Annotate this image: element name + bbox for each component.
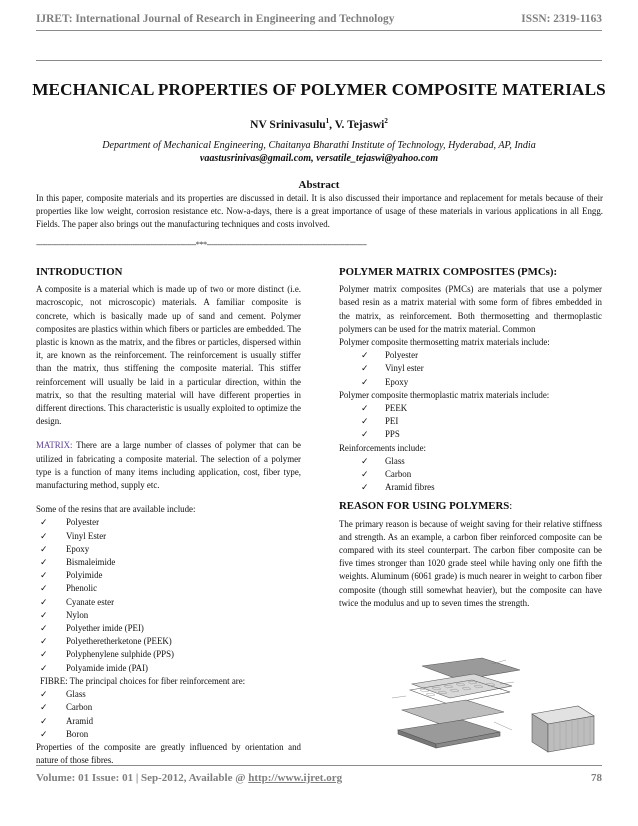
check-icon: ✓ — [40, 623, 48, 634]
check-icon: ✓ — [40, 570, 48, 581]
list-item: ✓ Polyetheretherketone (PEEK) — [36, 635, 301, 648]
list-item: ✓ Epoxy — [36, 543, 301, 556]
check-icon: ✓ — [361, 429, 369, 440]
list-item: ✓ Polyester — [339, 349, 602, 362]
list-item: ✓ Vinyl ester — [339, 362, 602, 375]
page-number: 78 — [591, 772, 602, 784]
abstract-heading: Abstract — [298, 179, 340, 191]
thermoset-list — [339, 349, 602, 389]
check-icon: ✓ — [361, 376, 369, 387]
matrix-paragraph — [36, 439, 301, 492]
list-item: ✓ Carbon — [339, 468, 602, 481]
list-item: ✓ Carbon — [36, 701, 301, 714]
check-icon: ✓ — [40, 649, 48, 660]
author-2-affil: 2 — [384, 117, 388, 125]
reason-heading: REASON FOR USING POLYMERS: — [339, 500, 513, 513]
list-item: ✓ Bismaleimide — [36, 556, 301, 569]
affiliation: Department of Mechanical Engineering, Chaitanya Bharathi Institute of Technology, Hyderabad, AP, India — [102, 140, 536, 151]
matrix-text: There are a large number of classes of polymer that can be utilized in fabricating a composite material. The selection of a polymer type is a function of many items including application, cost, fiber type, manufacturing method, supply etc. — [36, 440, 301, 491]
list-item: ✓ Polyester — [36, 516, 301, 529]
list-item: ✓ Polyether imide (PEI) — [36, 622, 301, 635]
check-icon: ✓ — [361, 416, 369, 427]
reinforcements-intro: Reinforcements include: — [339, 442, 426, 453]
list-item: ✓ Phenolic — [36, 582, 301, 595]
fibre-closing-text: Properties of the composite are greatly influenced by orientation and nature of those fibres. — [36, 741, 301, 766]
check-icon: ✓ — [40, 609, 48, 620]
check-icon: ✓ — [40, 715, 48, 726]
matrix-label: MATRIX: — [36, 440, 73, 451]
list-item: ✓ PPS — [339, 428, 602, 441]
reinforcements-list — [339, 455, 602, 495]
list-item: ✓ PEI — [339, 415, 602, 428]
check-icon: ✓ — [40, 702, 48, 713]
list-item: ✓ Polyphenylene sulphide (PPS) — [36, 648, 301, 661]
section-separator: -------------------------------------------------------------------------***------------------------------------------------------------------------- — [36, 240, 367, 249]
reason-text: The primary reason is because of weight saving for their relative stiffness and strength. As an example, a carbon fiber reinforced composite can be compared with its steel counterpart. The carbon fiber composite can be five times stronger than 1020 grade steel while having only one fifth the weights. Aluminum (6061 grade) is much nearer in weight to carbon fiber composite (though still somewhat heavier), but the composite can have twice the modulus and up to seven times the strength. — [339, 518, 602, 608]
running-footer — [36, 772, 602, 784]
authors — [0, 117, 638, 131]
thermoplastic-intro: Polymer composite thermoplastic matrix materials include: — [339, 389, 550, 400]
emails: vaastusrinivas@gmail.com, versatile_tejaswi@yahoo.com — [199, 153, 439, 164]
list-item: ✓ Aramid — [36, 715, 301, 728]
list-item: ✓ Glass — [36, 688, 301, 701]
check-icon: ✓ — [40, 662, 48, 673]
check-icon: ✓ — [361, 403, 369, 414]
list-item: ✓ Aramid fibres — [339, 481, 602, 494]
list-item: ✓ Vinyl Ester — [36, 530, 301, 543]
check-icon: ✓ — [40, 596, 48, 607]
check-icon: ✓ — [361, 455, 369, 466]
check-icon: ✓ — [40, 636, 48, 647]
list-item: ✓ Polyimide — [36, 569, 301, 582]
affiliation-block — [30, 139, 608, 165]
check-icon: ✓ — [40, 543, 48, 554]
list-item: ✓ Glass — [339, 455, 602, 468]
check-icon: ✓ — [40, 517, 48, 528]
list-item: ✓ PEEK — [339, 402, 602, 415]
running-header — [36, 8, 602, 31]
footer-volume: Volume: 01 Issue: 01 | Sep-2012, Available @ http://www.ijret.org — [36, 772, 343, 784]
journal-name: IJRET: International Journal of Research in Engineering and Technology — [36, 13, 395, 25]
check-icon: ✓ — [361, 350, 369, 361]
honeycomb-sandwich-panel-diagram — [382, 652, 600, 762]
fibres-list — [36, 688, 301, 741]
resins-intro: Some of the resins that are available include: — [36, 504, 196, 515]
pmc-heading: POLYMER MATRIX COMPOSITES (PMCs): — [339, 266, 558, 278]
check-icon: ✓ — [361, 469, 369, 480]
check-icon: ✓ — [40, 728, 48, 739]
check-icon: ✓ — [40, 557, 48, 568]
left-column — [36, 266, 301, 767]
list-item: ✓ Nylon — [36, 609, 301, 622]
right-column — [339, 266, 602, 610]
author-1-affil: 1 — [325, 117, 330, 125]
pmc-text: Polymer matrix composites (PMCs) are materials that use a polymer based resin as a matrix material with some form of fibres embedded in the matrix, as reinforcement. Both thermosetting and thermoplastic polymers can be used for the matrix material. Common — [339, 284, 602, 334]
fibre-intro: FIBRE: The principal choices for fiber reinforcement are: — [40, 675, 246, 686]
thermoplastic-list — [339, 402, 602, 442]
check-icon: ✓ — [40, 689, 48, 700]
check-icon: ✓ — [40, 583, 48, 594]
check-icon: ✓ — [361, 482, 369, 493]
journal-link[interactable]: http://www.ijret.org — [248, 772, 343, 784]
list-item: ✓ Boron — [36, 728, 301, 741]
paper-title: MECHANICAL PROPERTIES OF POLYMER COMPOSITE MATERIALS — [32, 80, 606, 99]
abstract-text: In this paper, composite materials and its properties are discussed in detail. It is also discussed their importance and replacement for metals because of their properties like low weight, corrosion resistance etc. Now-a-days, there is a great importance of usage of these materials in various applications in all Engg. Fields. The paper also brings out the manufacturing techniques and costs involved. — [36, 193, 603, 230]
resins-list — [36, 516, 301, 674]
thermoset-intro: Polymer composite thermosetting matrix materials include: — [339, 337, 550, 348]
introduction-text: A composite is a material which is made up of two or more distinct (i.e. macroscopic, not microscopic) materials. A familiar composite is concrete, which is basically made up of sand and cement. Polymer composites are plastics within which fibers or particles are embedded. The plastic is known as the matrix, and the fibres or particles, dispersed within it, are known as the reinforcement. The reinforcement is usually stiffer than the matrix, thus stiffening the composite material. This stiffer reinforcement will usually be laid in a particular direction, within the matrix, so that the resulting material will have different properties in different directions. This characteristic is usually exploited to optimize the design. — [36, 284, 301, 427]
author-2: V. Tejaswi — [334, 118, 385, 131]
list-item: ✓ Polyamide imide (PAI) — [36, 662, 301, 675]
introduction-heading: INTRODUCTION — [36, 266, 123, 278]
list-item: ✓ Epoxy — [339, 376, 602, 389]
issn: ISSN: 2319-1163 — [521, 13, 602, 25]
list-item: ✓ Cyanate ester — [36, 596, 301, 609]
check-icon: ✓ — [40, 530, 48, 541]
check-icon: ✓ — [361, 363, 369, 374]
title-top-rule — [36, 60, 602, 61]
author-sep: , — [329, 118, 335, 131]
author-1: NV Srinivasulu — [250, 118, 326, 131]
footer-rule — [36, 765, 602, 766]
